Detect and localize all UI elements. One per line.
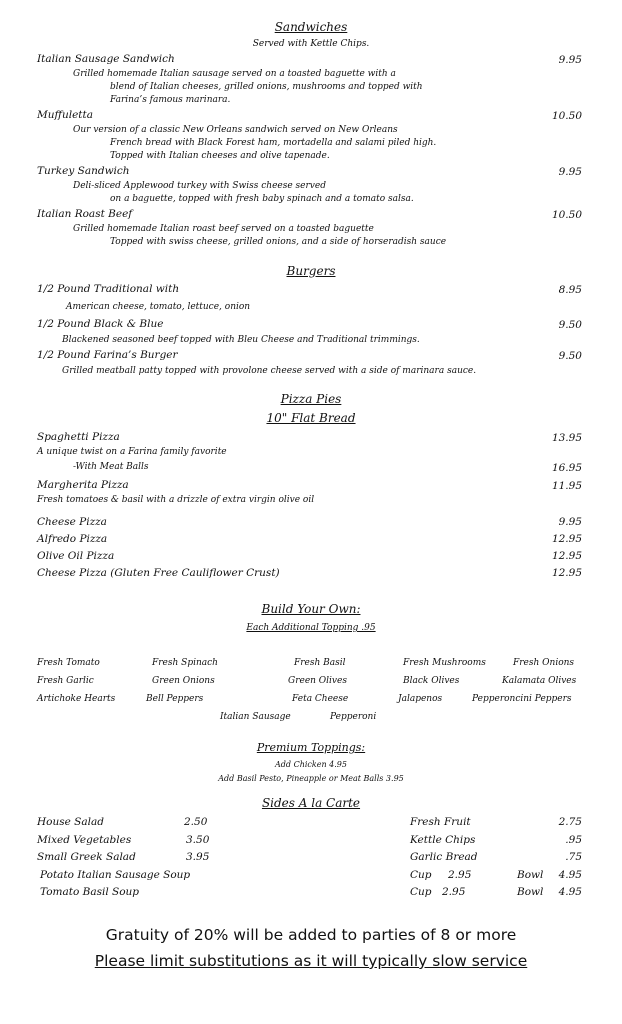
soup-cup-price: 2.95 (442, 886, 466, 898)
side-item-price: .95 (565, 834, 582, 846)
topping: Fresh Spinach (152, 658, 218, 668)
menu-item-description: Grilled homemade Italian sausage served on a toasted baguette with a (73, 69, 396, 79)
topping: Italian Sausage (220, 712, 291, 722)
menu-item-price: 9.95 (558, 516, 582, 528)
substitution-notice: Please limit substitutions as it will typically slow service (94, 952, 528, 970)
soup-name: Tomato Basil Soup (40, 886, 140, 898)
menu-item-name: 1/2 Pound Black & Blue (37, 318, 164, 330)
menu-item-name: Alfredo Pizza (37, 533, 108, 545)
soup-bowl-price: 4.95 (558, 869, 582, 881)
sides-heading: Sides A la Carte (261, 796, 361, 810)
menu-item-price: 9.95 (558, 54, 582, 66)
menu-item-option: -With Meat Balls (73, 462, 149, 472)
sandwiches-heading: Sandwiches (274, 20, 348, 34)
menu-item-description: Farina’s famous marinara. (110, 95, 231, 105)
side-item-name: Kettle Chips (410, 834, 476, 846)
topping: Green Olives (288, 676, 347, 686)
menu-item-price: 12.95 (551, 550, 582, 562)
side-item-name: Garlic Bread (410, 851, 478, 863)
menu-item-description: Grilled meatball patty topped with provolone cheese served with a side of marinara sauce. (62, 366, 477, 376)
menu-item-price: 10.50 (551, 209, 582, 221)
menu-item-price: 11.95 (551, 480, 582, 492)
menu-item-description: Deli-sliced Applewood turkey with Swiss cheese served (73, 181, 326, 191)
menu-item-description: Grilled homemade Italian roast beef served on a toasted baguette (73, 224, 374, 234)
soup-cup-label: Cup (410, 869, 432, 881)
premium-topping: Add Basil Pesto, Pineapple or Meat Balls 3.95 (218, 774, 404, 783)
menu-item-description: Fresh tomatoes & basil with a drizzle of extra virgin olive oil (37, 495, 315, 505)
pizza-subtitle: 10" Flat Bread (266, 411, 356, 425)
menu-item-name: Olive Oil Pizza (37, 550, 115, 562)
side-item-price: 2.75 (558, 816, 582, 828)
menu-item-description: Our version of a classic New Orleans sandwich served on New Orleans (73, 125, 398, 135)
menu-item-name: Cheese Pizza (Gluten Free Cauliflower Crust) (37, 567, 280, 579)
pizza-heading: Pizza Pies (280, 392, 342, 406)
side-item-price: .75 (565, 851, 582, 863)
build-your-own-subtitle: Each Additional Topping .95 (246, 623, 376, 633)
side-item-price: 2.50 (184, 816, 208, 828)
menu-item-price: 8.95 (558, 284, 582, 296)
side-item-name: Mixed Vegetables (37, 834, 132, 846)
build-your-own-heading: Build Your Own: (261, 602, 361, 616)
menu-item-price: 9.50 (558, 350, 582, 362)
menu-item-description: on a baguette, topped with fresh baby spinach and a tomato salsa. (110, 194, 414, 204)
gratuity-notice: Gratuity of 20% will be added to parties of 8 or more (105, 926, 517, 944)
menu-item-name: Italian Sausage Sandwich (37, 53, 175, 65)
side-item-name: Fresh Fruit (410, 816, 471, 828)
topping: Artichoke Hearts (37, 694, 116, 704)
soup-bowl-price: 4.95 (558, 886, 582, 898)
soup-cup-price: 2.95 (448, 869, 472, 881)
side-item-price: 3.95 (186, 851, 210, 863)
menu-item-name: Italian Roast Beef (37, 208, 133, 220)
soup-name: Potato Italian Sausage Soup (40, 869, 191, 881)
topping: Fresh Mushrooms (403, 658, 486, 668)
topping: Fresh Basil (294, 658, 346, 668)
menu-item-description: Blackened seasoned beef topped with Bleu Cheese and Traditional trimmings. (62, 335, 420, 345)
topping: Bell Peppers (146, 694, 204, 704)
menu-item-price: 9.50 (558, 319, 582, 331)
menu-item-name: Turkey Sandwich (37, 165, 130, 177)
menu-item-name: Muffuletta (37, 109, 93, 121)
topping: Fresh Tomato (37, 658, 100, 668)
topping: Kalamata Olives (502, 676, 577, 686)
menu-item-price: 13.95 (551, 432, 582, 444)
premium-toppings-heading: Premium Toppings: (256, 741, 366, 754)
topping: Feta Cheese (292, 694, 349, 704)
menu-item-name: 1/2 Pound Traditional with (37, 283, 180, 295)
topping: Black Olives (403, 676, 460, 686)
menu-item-description: American cheese, tomato, lettuce, onion (66, 302, 251, 312)
menu-item-price: 12.95 (551, 567, 582, 579)
premium-topping: Add Chicken 4.95 (275, 760, 347, 769)
menu-item-price: 9.95 (558, 166, 582, 178)
menu-item-price: 12.95 (551, 533, 582, 545)
burgers-heading: Burgers (286, 264, 336, 278)
topping: Fresh Onions (513, 658, 575, 668)
menu-item-description: A unique twist on a Farina family favorite (37, 447, 227, 457)
sandwiches-subtitle: Served with Kettle Chips. (252, 39, 370, 49)
menu-item-name: 1/2 Pound Farina’s Burger (37, 349, 178, 361)
soup-bowl-label: Bowl (517, 869, 544, 881)
topping: Fresh Garlic (37, 676, 94, 686)
soup-cup-label: Cup (410, 886, 432, 898)
menu-item-description: French bread with Black Forest ham, mortadella and salami piled high. (110, 138, 437, 148)
soup-bowl-label: Bowl (517, 886, 544, 898)
topping: Jalapenos (398, 694, 443, 704)
menu-item-description: Topped with swiss cheese, grilled onions, and a side of horseradish sauce (110, 237, 447, 247)
menu-item-price: 16.95 (551, 462, 582, 474)
menu-item-name: Cheese Pizza (37, 516, 107, 528)
topping: Pepperoni (330, 712, 377, 722)
menu-item-price: 10.50 (551, 110, 582, 122)
side-item-name: House Salad (37, 816, 104, 828)
menu-item-description: Topped with Italian cheeses and olive tapenade. (110, 151, 330, 161)
topping: Pepperoncini Peppers (472, 694, 572, 704)
side-item-price: 3.50 (186, 834, 210, 846)
menu-item-description: blend of Italian cheeses, grilled onions, mushrooms and topped with (110, 82, 423, 92)
menu-item-name: Spaghetti Pizza (37, 431, 120, 443)
side-item-name: Small Greek Salad (37, 851, 136, 863)
menu-item-name: Margherita Pizza (37, 479, 129, 491)
topping: Green Onions (152, 676, 215, 686)
